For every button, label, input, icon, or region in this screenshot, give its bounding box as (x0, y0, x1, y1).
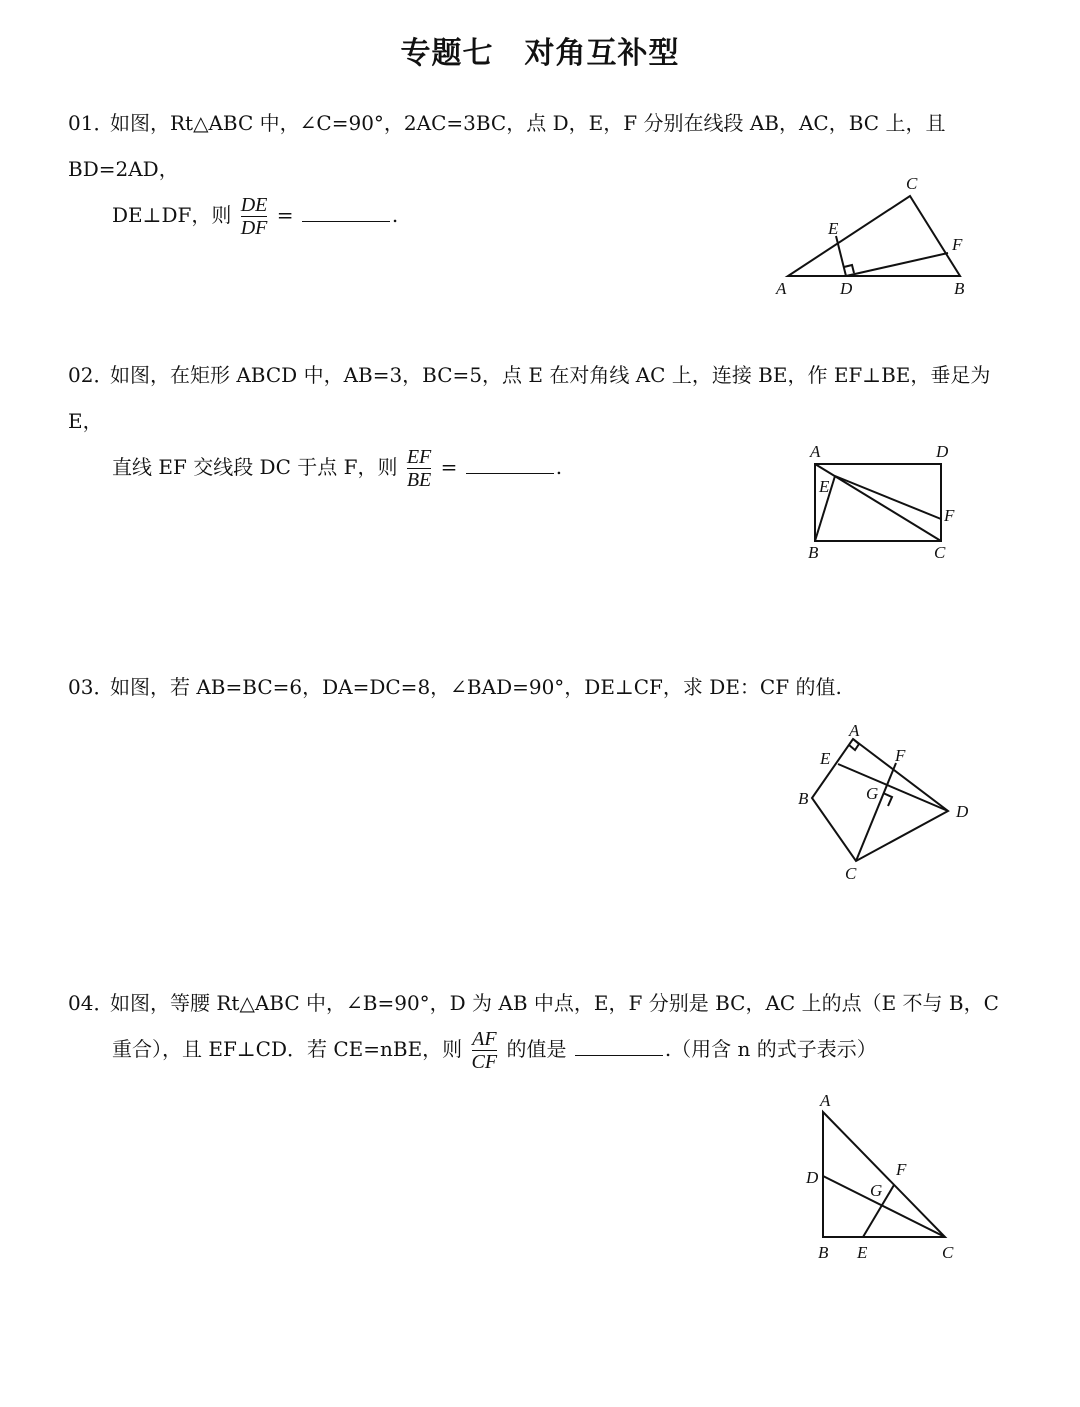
label-a: A (820, 1091, 831, 1110)
label-e: E (820, 749, 831, 768)
label-d: D (806, 1168, 819, 1187)
problem-04 (68, 980, 1028, 1073)
label-e: E (819, 477, 830, 496)
label-c: C (845, 864, 857, 883)
problem-text: DE⊥DF，则 (112, 203, 232, 227)
fraction (472, 1028, 498, 1073)
problem-text: 的值是 (506, 1037, 567, 1061)
label-a: A (810, 442, 821, 461)
label-c: C (934, 543, 946, 562)
problem-text: .（用含 n 的式子表示） (664, 1037, 877, 1061)
fraction-denominator: BE (406, 469, 432, 491)
page-title: 专题七 对角互补型 (400, 36, 680, 71)
problem-number: 01． (68, 111, 114, 135)
label-b: B (808, 543, 819, 562)
label-c: C (942, 1243, 954, 1262)
problem-line (68, 1026, 1028, 1073)
problem-text: = (276, 203, 294, 227)
label-c: C (906, 174, 918, 193)
figure-02 (795, 440, 985, 570)
label-f: F (952, 235, 963, 254)
answer-blank[interactable] (575, 1037, 663, 1056)
label-d: D (956, 802, 969, 821)
problem-text: . (555, 455, 563, 479)
problem-text: 如图，在矩形 ABCD 中，AB=3，BC=5，点 E 在对角线 AC 上，连接 BE，作 EF⊥BE，垂足为 E， (68, 363, 991, 433)
problem-line (68, 352, 1028, 444)
label-b: B (798, 789, 809, 808)
problem-line (68, 664, 1028, 710)
figure-04 (800, 1090, 970, 1270)
fraction (407, 446, 431, 491)
fraction-denominator: DF (240, 217, 268, 239)
label-f: F (895, 746, 906, 765)
label-d: D (936, 442, 949, 461)
fraction-denominator: CF (471, 1051, 498, 1073)
fraction (241, 194, 268, 239)
label-f: F (944, 506, 955, 525)
problem-line (68, 980, 1028, 1026)
label-a: A (776, 279, 787, 298)
fraction-numerator: AF (472, 1028, 497, 1050)
problem-number: 04． (68, 991, 114, 1015)
label-f: F (896, 1160, 907, 1179)
problem-03 (68, 664, 1028, 710)
label-b: B (954, 279, 965, 298)
label-g: G (870, 1181, 883, 1200)
problem-text: = (440, 455, 458, 479)
fraction-numerator: DE (240, 194, 268, 216)
problem-text: . (391, 203, 399, 227)
figure-03 (790, 718, 980, 888)
problem-text: 如图，等腰 Rt△ABC 中，∠B=90°，D 为 AB 中点，E，F 分别是 BC，AC 上的点（E 不与 B，C (110, 991, 999, 1015)
label-a: A (849, 721, 860, 740)
problem-text: 直线 EF 交线段 DC 于点 F，则 (112, 455, 398, 479)
answer-blank[interactable] (466, 455, 554, 474)
label-b: B (818, 1243, 829, 1262)
problem-text: 如图，Rt△ABC 中，∠C=90°，2AC=3BC，点 D，E，F 分别在线段 AB，AC，BC 上，且 BD=2AD， (68, 111, 946, 181)
problem-text: 重合），且 EF⊥CD．若 CE=nBE，则 (112, 1037, 463, 1061)
problem-number: 03． (68, 675, 114, 699)
label-e: E (828, 219, 839, 238)
problem-text: 如图，若 AB=BC=6，DA=DC=8，∠BAD=90°，DE⊥CF，求 DE：CF 的值. (110, 675, 842, 699)
fraction-numerator: EF (406, 446, 432, 468)
label-d: D (840, 279, 853, 298)
figure-01 (760, 170, 990, 305)
label-g: G (866, 784, 879, 803)
problem-number: 02． (68, 363, 114, 387)
label-e: E (857, 1243, 868, 1262)
answer-blank[interactable] (302, 203, 390, 222)
